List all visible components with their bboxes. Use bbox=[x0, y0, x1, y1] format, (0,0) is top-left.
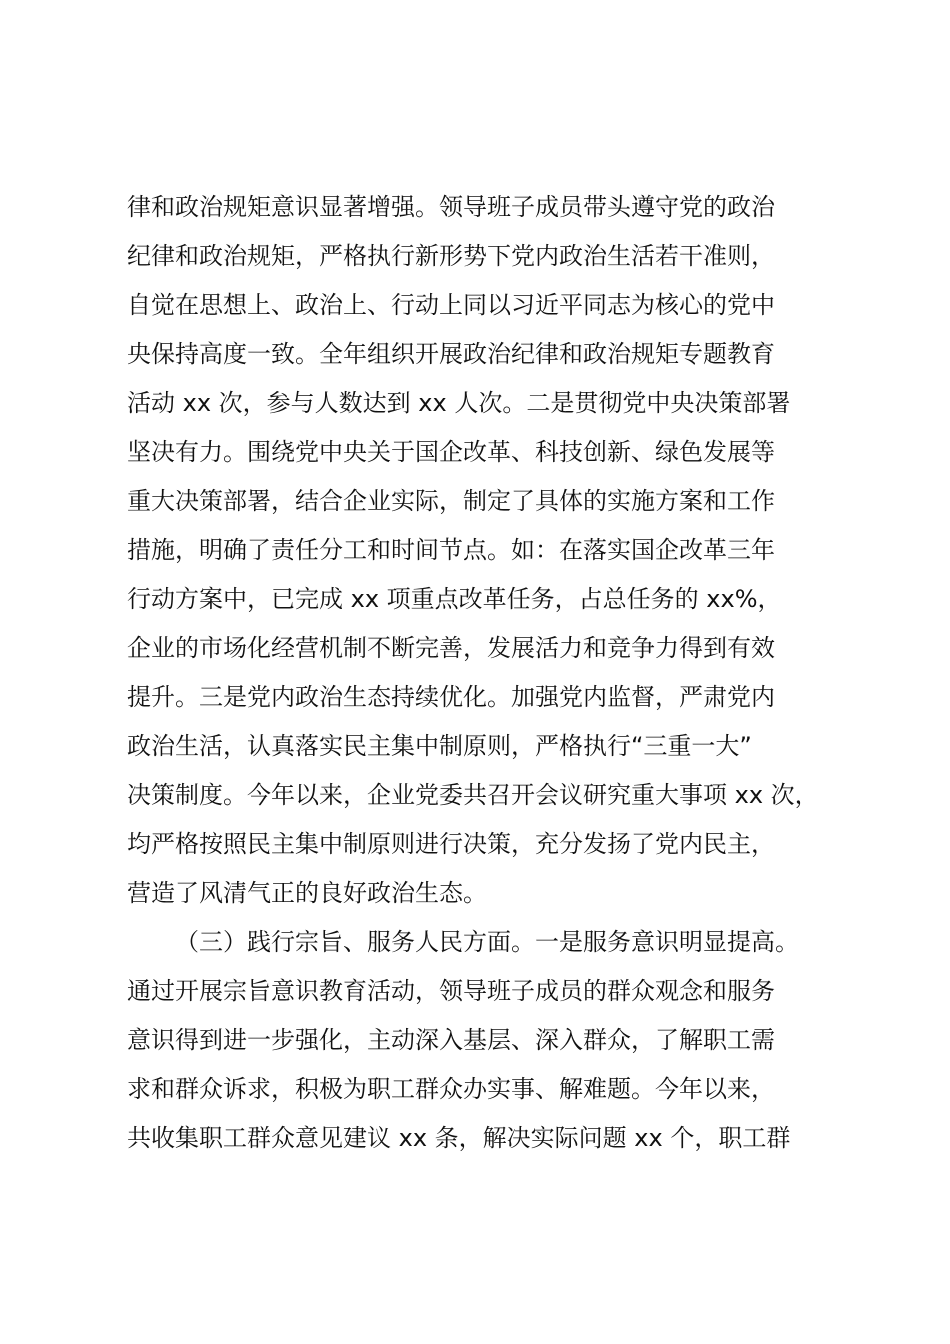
body-text bbox=[127, 183, 867, 1163]
text-line: 企业的市场化经营机制不断完善，发展活力和竞争力得到有效 bbox=[127, 634, 775, 662]
text-line: 自觉在思想上、政治上、行动上同以习近平同志为核心的党中 bbox=[127, 291, 775, 319]
text-line: 通过开展宗旨意识教育活动，领导班子成员的群众观念和服务 bbox=[127, 977, 775, 1005]
text-line: 共收集职工群众意见建议 xx 条，解决实际问题 xx 个，职工群 bbox=[127, 1124, 791, 1152]
text-line: 活动 xx 次，参与人数达到 xx 人次。二是贯彻党中央决策部署 bbox=[127, 389, 791, 417]
text-line: 重大决策部署，结合企业实际，制定了具体的实施方案和工作 bbox=[127, 487, 775, 515]
text-line: 求和群众诉求，积极为职工群众办实事、解难题。今年以来， bbox=[127, 1075, 775, 1103]
text-line: 营造了风清气正的良好政治生态。 bbox=[127, 879, 487, 907]
text-line: 政治生活，认真落实民主集中制原则，严格执行“三重一大” bbox=[127, 732, 752, 760]
text-line: 均严格按照民主集中制原则进行决策，充分发扬了党内民主， bbox=[127, 830, 775, 858]
text-line: 律和政治规矩意识显著增强。领导班子成员带头遵守党的政治 bbox=[127, 193, 775, 221]
text-line: 决策制度。今年以来，企业党委共召开会议研究重大事项 xx 次， bbox=[127, 781, 819, 809]
text-line: 坚决有力。围绕党中央关于国企改革、科技创新、绿色发展等 bbox=[127, 438, 775, 466]
text-line: 纪律和政治规矩，严格执行新形势下党内政治生活若干准则， bbox=[127, 242, 775, 270]
text-line: 措施，明确了责任分工和时间节点。如：在落实国企改革三年 bbox=[127, 536, 775, 564]
text-line: 提升。三是党内政治生态持续优化。加强党内监督，严肃党内 bbox=[127, 683, 775, 711]
text-line: 央保持高度一致。全年组织开展政治纪律和政治规矩专题教育 bbox=[127, 340, 775, 368]
text-line: 意识得到进一步强化，主动深入基层、深入群众，了解职工需 bbox=[127, 1026, 775, 1054]
text-line: 行动方案中，已完成 xx 项重点改革任务，占总任务的 xx%， bbox=[127, 585, 782, 613]
section-heading-line: （三）践行宗旨、服务人民方面。一是服务意识明显提高。 bbox=[175, 928, 799, 956]
